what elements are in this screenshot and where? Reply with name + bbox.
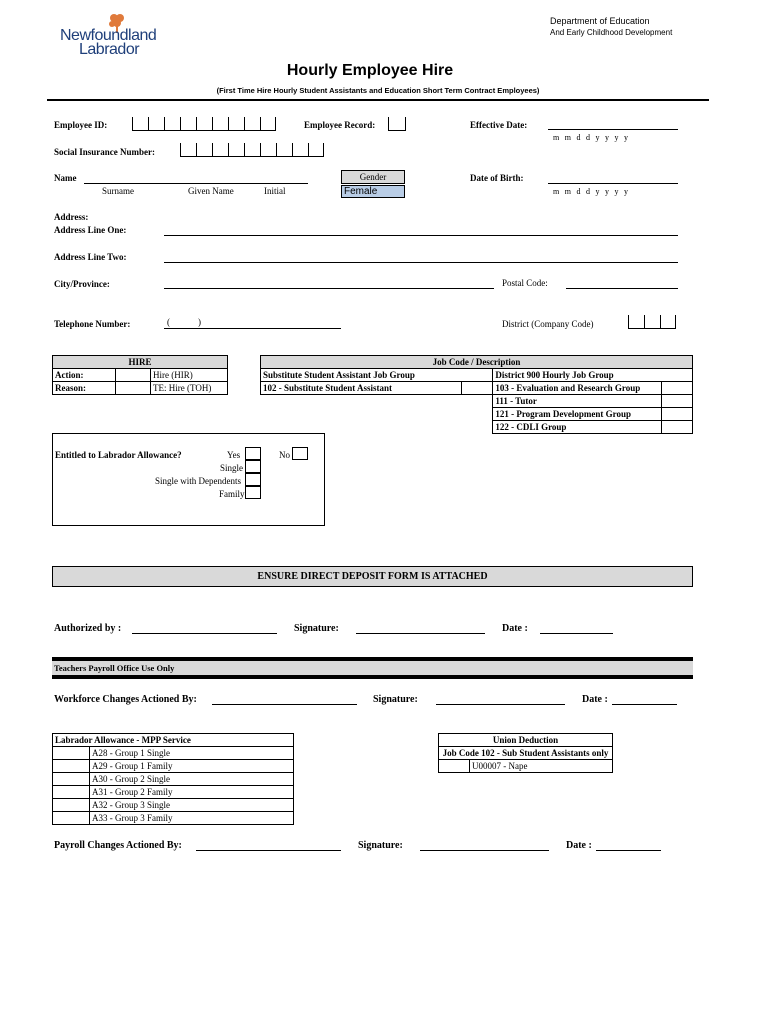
dob-label: Date of Birth:: [470, 173, 524, 183]
allowance-yes-label: Yes: [227, 450, 241, 460]
address-one-field[interactable]: [164, 235, 678, 236]
workforce-signature-label: Signature:: [373, 694, 418, 705]
postal-field[interactable]: [566, 288, 678, 289]
teachers-payroll-label: Teachers Payroll Office Use Only: [54, 663, 175, 673]
allowance-single-label: Single: [220, 463, 244, 473]
gender-label: Gender: [359, 172, 387, 182]
city-label: City/Province:: [54, 279, 110, 289]
effective-date-format: m m d d y y y y: [553, 133, 629, 142]
payroll-date-label: Date :: [566, 840, 592, 851]
job-item-103: 103 - Evaluation and Research Group: [495, 383, 641, 393]
sub-102-checkbox[interactable]: [462, 382, 493, 395]
sin-label: Social Insurance Number:: [54, 147, 155, 157]
auth-signature-field[interactable]: [356, 633, 485, 634]
allowance-question: Entitled to Labrador Allowance?: [55, 450, 182, 460]
payroll-signature-field[interactable]: [420, 850, 549, 851]
name-field[interactable]: [84, 183, 308, 184]
mpp-checkbox-a32[interactable]: [53, 799, 90, 812]
authorized-label: Authorized by :: [54, 623, 122, 634]
payroll-signature-label: Signature:: [358, 840, 403, 851]
auth-date-field[interactable]: [540, 633, 613, 634]
hire-code: Hire (HIR): [151, 369, 228, 382]
union-header: Union Deduction: [492, 735, 559, 745]
union-table: [438, 733, 613, 773]
mpp-row-a33: A33 - Group 3 Family: [90, 812, 294, 825]
action-input[interactable]: [116, 369, 151, 382]
allowance-no-checkbox[interactable]: [292, 447, 308, 460]
surname-caption: Surname: [102, 186, 134, 196]
employee-id-field[interactable]: [132, 117, 276, 131]
logo: [60, 12, 160, 60]
district-field[interactable]: [628, 315, 676, 329]
mpp-header: Labrador Allowance - MPP Service: [55, 735, 191, 745]
workforce-label: Workforce Changes Actioned By:: [54, 694, 197, 705]
action-label: Action:: [55, 370, 84, 380]
address-one-label: Address Line One:: [54, 225, 127, 235]
sin-field[interactable]: [180, 143, 324, 157]
hire-header: HIRE: [128, 357, 152, 367]
sub-102-label: 102 - Substitute Student Assistant: [263, 383, 393, 393]
mpp-table: [52, 733, 294, 825]
mpp-checkbox-a29[interactable]: [53, 760, 90, 773]
page-title: Hourly Employee Hire: [286, 62, 454, 79]
hire-table: [52, 355, 228, 395]
postal-label: Postal Code:: [502, 278, 548, 288]
payroll-band-bottom: [52, 675, 693, 679]
jobcode-header: Job Code / Description: [432, 357, 521, 367]
mpp-row-a28: A28 - Group 1 Single: [90, 747, 294, 760]
auth-date-label: Date :: [502, 623, 528, 634]
effective-date-field[interactable]: [548, 129, 678, 130]
payroll-date-field[interactable]: [596, 850, 661, 851]
mpp-row-a32: A32 - Group 3 Single: [90, 799, 294, 812]
gender-value: Female: [344, 186, 378, 197]
allowance-single-checkbox[interactable]: [245, 460, 261, 473]
district-group-label: District 900 Hourly Job Group: [495, 370, 614, 380]
job-item-121: 121 - Program Development Group: [495, 409, 631, 419]
address-two-field[interactable]: [164, 262, 678, 263]
mpp-row-a31: A31 - Group 2 Family: [90, 786, 294, 799]
allowance-yes-checkbox[interactable]: [245, 447, 261, 460]
dob-field[interactable]: [548, 183, 678, 184]
union-sub: Job Code 102 - Sub Student Assistants only: [442, 748, 609, 758]
page-subtitle: (First Time Hire Hourly Student Assistants and Education Short Term Contract Employees): [216, 86, 540, 95]
dept-line1: Department of Education: [550, 16, 650, 26]
employee-id-label: Employee ID:: [54, 120, 108, 130]
mpp-row-a30: A30 - Group 2 Single: [90, 773, 294, 786]
deposit-banner-text: ENSURE DIRECT DEPOSIT FORM IS ATTACHED: [257, 571, 488, 582]
workforce-signature-field[interactable]: [436, 704, 565, 705]
telephone-paren-close: ): [198, 317, 201, 327]
job-item-111: 111 - Tutor: [495, 396, 537, 406]
workforce-date-label: Date :: [582, 694, 608, 705]
job-item-103-checkbox[interactable]: [662, 382, 693, 395]
title-divider: [47, 99, 709, 101]
workforce-date-field[interactable]: [612, 704, 677, 705]
reason-label: Reason:: [55, 383, 86, 393]
authorized-field[interactable]: [132, 633, 277, 634]
telephone-label: Telephone Number:: [54, 319, 131, 329]
address-label: Address:: [54, 212, 89, 222]
telephone-field[interactable]: [164, 328, 341, 329]
sub-group-label: Substitute Student Assistant Job Group: [263, 370, 415, 380]
job-item-121-checkbox[interactable]: [662, 408, 693, 421]
gender-header: [341, 170, 405, 184]
mpp-row-a29: A29 - Group 1 Family: [90, 760, 294, 773]
allowance-single-dep-label: Single with Dependents: [155, 476, 241, 486]
allowance-no-label: No: [279, 450, 290, 460]
jobcode-table: [260, 355, 693, 434]
workforce-field[interactable]: [212, 704, 357, 705]
logo-text-line1: Newfoundland: [60, 27, 157, 44]
job-item-122: 122 - CDLI Group: [495, 422, 567, 432]
address-two-label: Address Line Two:: [54, 252, 127, 262]
job-item-122-checkbox[interactable]: [662, 421, 693, 434]
name-label: Name: [54, 173, 77, 183]
allowance-single-dep-checkbox[interactable]: [245, 473, 261, 486]
mpp-checkbox-a30[interactable]: [53, 773, 90, 786]
allowance-family-label: Family: [219, 489, 245, 499]
mpp-checkbox-a33[interactable]: [53, 812, 90, 825]
initial-caption: Initial: [264, 186, 286, 196]
effective-date-label: Effective Date:: [470, 120, 528, 130]
employee-record-label: Employee Record:: [304, 120, 376, 130]
district-label: District (Company Code): [502, 319, 594, 329]
telephone-paren-open: (: [167, 317, 170, 327]
te-code: TE: Hire (TOH): [151, 382, 228, 395]
logo-text-line2: Labrador: [79, 41, 140, 58]
mpp-checkbox-a28[interactable]: [53, 747, 90, 760]
job-item-111-checkbox[interactable]: [662, 395, 693, 408]
union-checkbox[interactable]: [439, 760, 470, 773]
reason-input[interactable]: [116, 382, 151, 395]
allowance-family-checkbox[interactable]: [245, 486, 261, 499]
mpp-checkbox-a31[interactable]: [53, 786, 90, 799]
union-code: U00007 - Nape: [470, 760, 613, 773]
auth-signature-label: Signature:: [294, 623, 339, 634]
gender-select[interactable]: [341, 185, 405, 198]
city-field[interactable]: [164, 288, 494, 289]
given-name-caption: Given Name: [188, 186, 234, 196]
dob-format: m m d d y y y y: [553, 187, 629, 196]
payroll-label: Payroll Changes Actioned By:: [54, 840, 182, 851]
employee-record-field[interactable]: [388, 117, 406, 131]
deposit-banner: [52, 566, 693, 587]
dept-line2: And Early Childhood Development: [550, 28, 673, 37]
payroll-field[interactable]: [196, 850, 341, 851]
